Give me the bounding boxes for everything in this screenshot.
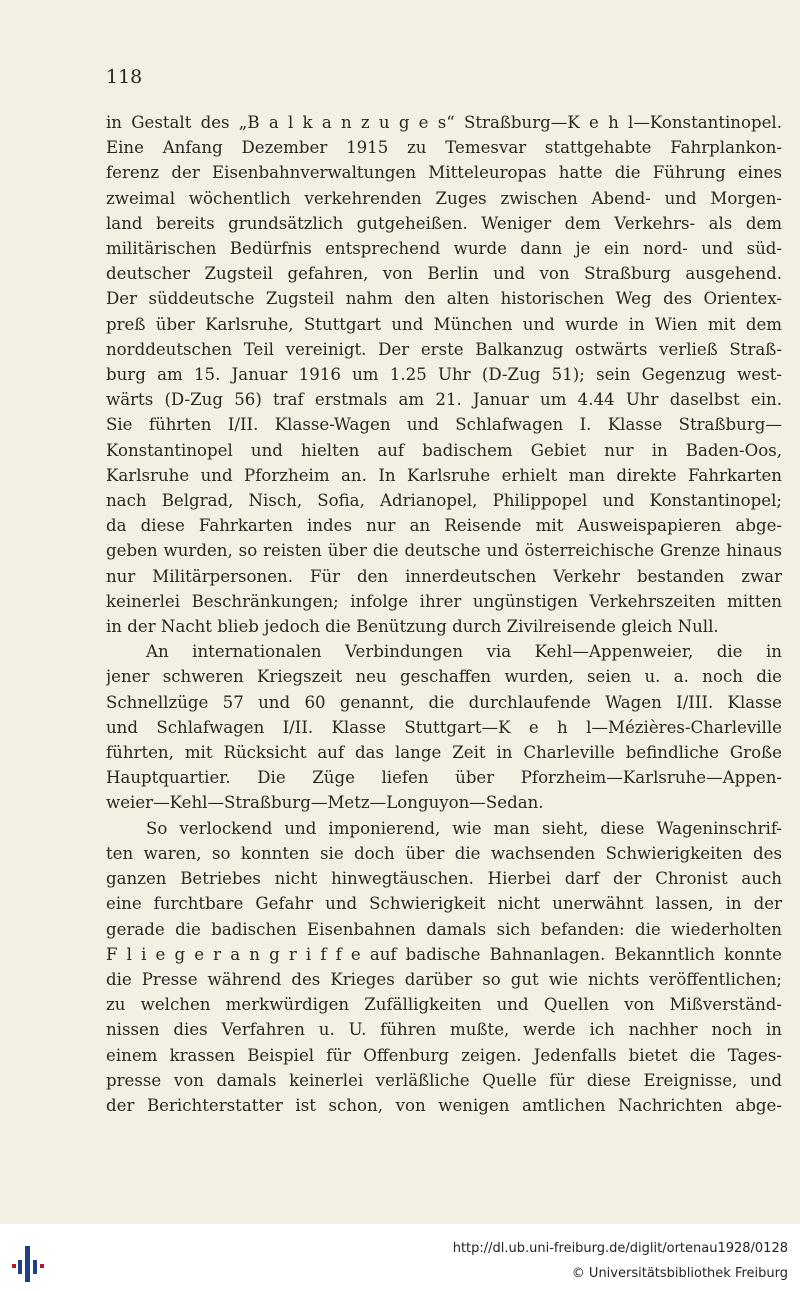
text-line: nissen dies Verfahren u. U. führen mußte, werde ich nachher noch in	[106, 1020, 782, 1040]
text-line: ten waren, so konnten sie doch über die wachsenden Schwierigkeiten des	[106, 843, 782, 863]
text-line: in der Nacht blieb jedoch die Benützung durch Zivilreisende gleich Null.	[106, 617, 719, 637]
ub-freiburg-logo-icon	[10, 1242, 50, 1284]
text-line: führten, mit Rücksicht auf das lange Zeit in Charleville befindliche Große	[106, 743, 782, 763]
text-line: gerade die badischen Eisenbahnen damals sich befanden: die wiederholten	[106, 919, 782, 939]
text-line: eine furchtbare Gefahr und Schwierigkeit nicht unerwähnt lassen, in der	[106, 894, 782, 914]
text-line: deutscher Zugsteil gefahren, von Berlin und von Straßburg ausgehend.	[106, 264, 782, 284]
text-line: burg am 15. Januar 1916 um 1.25 Uhr (D-Zug 51); sein Gegenzug west-	[106, 365, 782, 385]
text-line: preß über Karlsruhe, Stuttgart und München und wurde in Wien mit dem	[106, 314, 782, 334]
text-line: zweimal wöchentlich verkehrenden Zuges zwischen Abend- und Morgen-	[106, 188, 782, 208]
page-number: 118	[106, 66, 143, 88]
text-line: So verlockend und imponierend, wie man sieht, diese Wageninschrif-	[146, 818, 782, 838]
text-line: Konstantinopel und hielten auf badischem Gebiet nur in Baden-Oos,	[106, 440, 782, 460]
text-line: ganzen Betriebes nicht hinwegtäuschen. Hierbei darf der Chronist auch	[106, 869, 782, 889]
text-line: Karlsruhe und Pforzheim an. In Karlsruhe erhielt man direkte Fahrkarten	[106, 465, 782, 485]
text-line: einem krassen Beispiel für Offenburg zeigen. Jedenfalls bietet die Tages-	[106, 1045, 782, 1065]
footer-bar	[0, 1224, 800, 1291]
text-line: wärts (D-Zug 56) traf erstmals am 21. Januar um 4.44 Uhr daselbst ein.	[106, 390, 782, 410]
permalink[interactable]: http://dl.ub.uni-freiburg.de/diglit/ortenau1928/0128	[452, 1241, 788, 1256]
text-line: und Schlafwagen I/II. Klasse Stuttgart—K e h l—Mézières-Charleville	[106, 717, 782, 737]
text-line: jener schweren Kriegszeit neu geschaffen wurden, seien u. a. noch die	[106, 667, 782, 687]
text-line: Schnellzüge 57 und 60 genannt, die durchlaufende Wagen I/III. Klasse	[106, 692, 782, 712]
text-line: in Gestalt des „B a l k a n z u g e s“ Straßburg—K e h l—Konstantinopel.	[106, 113, 782, 132]
text-line: presse von damals keinerlei verläßliche Quelle für diese Ereignisse, und	[106, 1070, 782, 1090]
text-line: An internationalen Verbindungen via Kehl—Appenweier, die in	[146, 642, 782, 662]
text-line: keinerlei Beschränkungen; infolge ihrer ungünstigen Verkehrszeiten mitten	[106, 591, 782, 611]
text-line: zu welchen merkwürdigen Zufälligkeiten und Quellen von Mißverständ-	[106, 995, 782, 1015]
text-line: land bereits grundsätzlich gutgeheißen. Weniger dem Verkehrs- als dem	[106, 213, 782, 233]
text-line: Der süddeutsche Zugsteil nahm den alten historischen Weg des Orientex-	[106, 289, 782, 309]
body-text	[106, 110, 782, 1118]
text-line: F l i e g e r a n g r i f f e auf badische Bahnanlagen. Bekanntlich konnte	[106, 944, 782, 964]
text-line: nur Militärpersonen. Für den innerdeutschen Verkehr bestanden zwar	[106, 566, 782, 586]
text-line: da diese Fahrkarten indes nur an Reisende mit Ausweispapieren abge-	[106, 516, 782, 536]
text-line: geben wurden, so reisten über die deutsche und österreichische Grenze hinaus	[106, 541, 782, 561]
text-line: Eine Anfang Dezember 1915 zu Temesvar stattgehabte Fahrplankon-	[106, 138, 782, 158]
text-line: norddeutschen Teil vereinigt. Der erste Balkanzug ostwärts verließ Straß-	[106, 339, 782, 359]
text-line: ferenz der Eisenbahnverwaltungen Mitteleuropas hatte die Führung eines	[106, 163, 782, 183]
text-line: Hauptquartier. Die Züge liefen über Pforzheim—Karlsruhe—Appen-	[106, 768, 782, 788]
text-line: nach Belgrad, Nisch, Sofia, Adrianopel, Philippopel und Konstantinopel;	[106, 491, 782, 511]
text-line: der Berichterstatter ist schon, von wenigen amtlichen Nachrichten abge-	[106, 1095, 782, 1115]
text-line: militärischen Bedürfnis entsprechend wurde dann je ein nord- und süd-	[106, 239, 782, 259]
copyright-notice: © Universitätsbibliothek Freiburg	[571, 1266, 788, 1281]
text-line: Sie führten I/II. Klasse-Wagen und Schlafwagen I. Klasse Straßburg—	[106, 415, 782, 435]
text-line: weier—Kehl—Straßburg—Metz—Longuyon—Sedan.	[106, 793, 544, 813]
text-line: die Presse während des Krieges darüber so gut wie nichts veröffentlichen;	[106, 969, 782, 989]
